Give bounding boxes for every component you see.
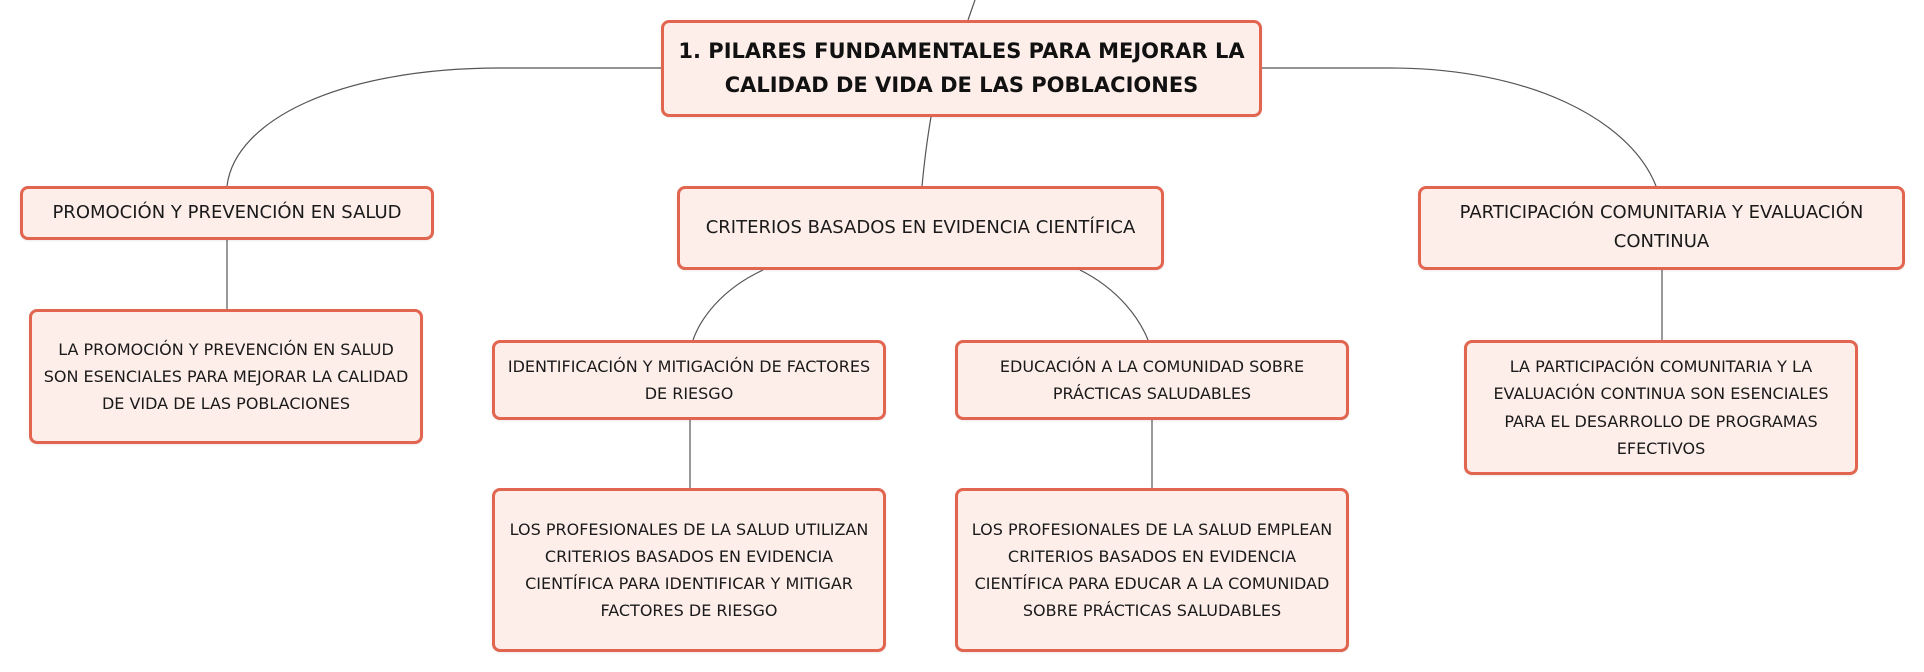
branch-promocion-node[interactable]: [20, 186, 434, 240]
detail-participacion-node[interactable]: [1464, 340, 1858, 475]
branch-participacion-node[interactable]: [1418, 186, 1905, 270]
child-educacion-label: EDUCACIÓN A LA COMUNIDAD SOBRE PRÁCTICAS SALUDABLES: [999, 356, 1305, 403]
connector-root-top: [968, 0, 975, 20]
detail-educacion-node[interactable]: [955, 488, 1349, 652]
child-identificacion-node[interactable]: [492, 340, 886, 420]
connector-root-to-participacion: [1262, 68, 1656, 186]
connector-root-to-criterios: [922, 117, 931, 186]
branch-participacion-label: PARTICIPACIÓN COMUNITARIA Y EVALUACIÓN CONTINUA: [1459, 202, 1864, 252]
detail-identificacion-text: LOS PROFESIONALES DE LA SALUD UTILIZAN CRITERIOS BASADOS EN EVIDENCIA CIENTÍFICA PARA IDENTIFICAR Y MITIGAR FACTORES DE RIESGO: [509, 519, 869, 621]
connector-criterios-to-educacion: [1080, 270, 1148, 340]
detail-educacion-text: LOS PROFESIONALES DE LA SALUD EMPLEAN CRITERIOS BASADOS EN EVIDENCIA CIENTÍFICA PARA EDUCAR A LA COMUNIDAD SOBRE PRÁCTICAS SALUDABLES: [971, 519, 1333, 621]
detail-promocion-text: LA PROMOCIÓN Y PREVENCIÓN EN SALUD SON ESENCIALES PARA MEJORAR LA CALIDAD DE VIDA DE LAS POBLACIONES: [43, 339, 409, 414]
child-identificacion-label: IDENTIFICACIÓN Y MITIGACIÓN DE FACTORES DE RIESGO: [507, 356, 871, 403]
detail-promocion-node[interactable]: [29, 309, 423, 444]
connector-root-to-promocion: [227, 68, 661, 186]
branch-criterios-node[interactable]: [677, 186, 1164, 270]
detail-identificacion-node[interactable]: [492, 488, 886, 652]
connector-criterios-to-identificacion: [693, 270, 763, 340]
root-title: 1. PILARES FUNDAMENTALES PARA MEJORAR LA CALIDAD DE VIDA DE LAS POBLACIONES: [678, 38, 1245, 97]
branch-criterios-label: CRITERIOS BASADOS EN EVIDENCIA CIENTÍFICA: [705, 216, 1136, 238]
branch-promocion-label: PROMOCIÓN Y PREVENCIÓN EN SALUD: [52, 201, 402, 223]
detail-participacion-text: LA PARTICIPACIÓN COMUNITARIA Y LA EVALUACIÓN CONTINUA SON ESENCIALES PARA EL DESARROLLO DE PROGRAMAS EFECTIVOS: [1493, 357, 1829, 458]
root-node[interactable]: [661, 20, 1262, 117]
child-educacion-node[interactable]: [955, 340, 1349, 420]
